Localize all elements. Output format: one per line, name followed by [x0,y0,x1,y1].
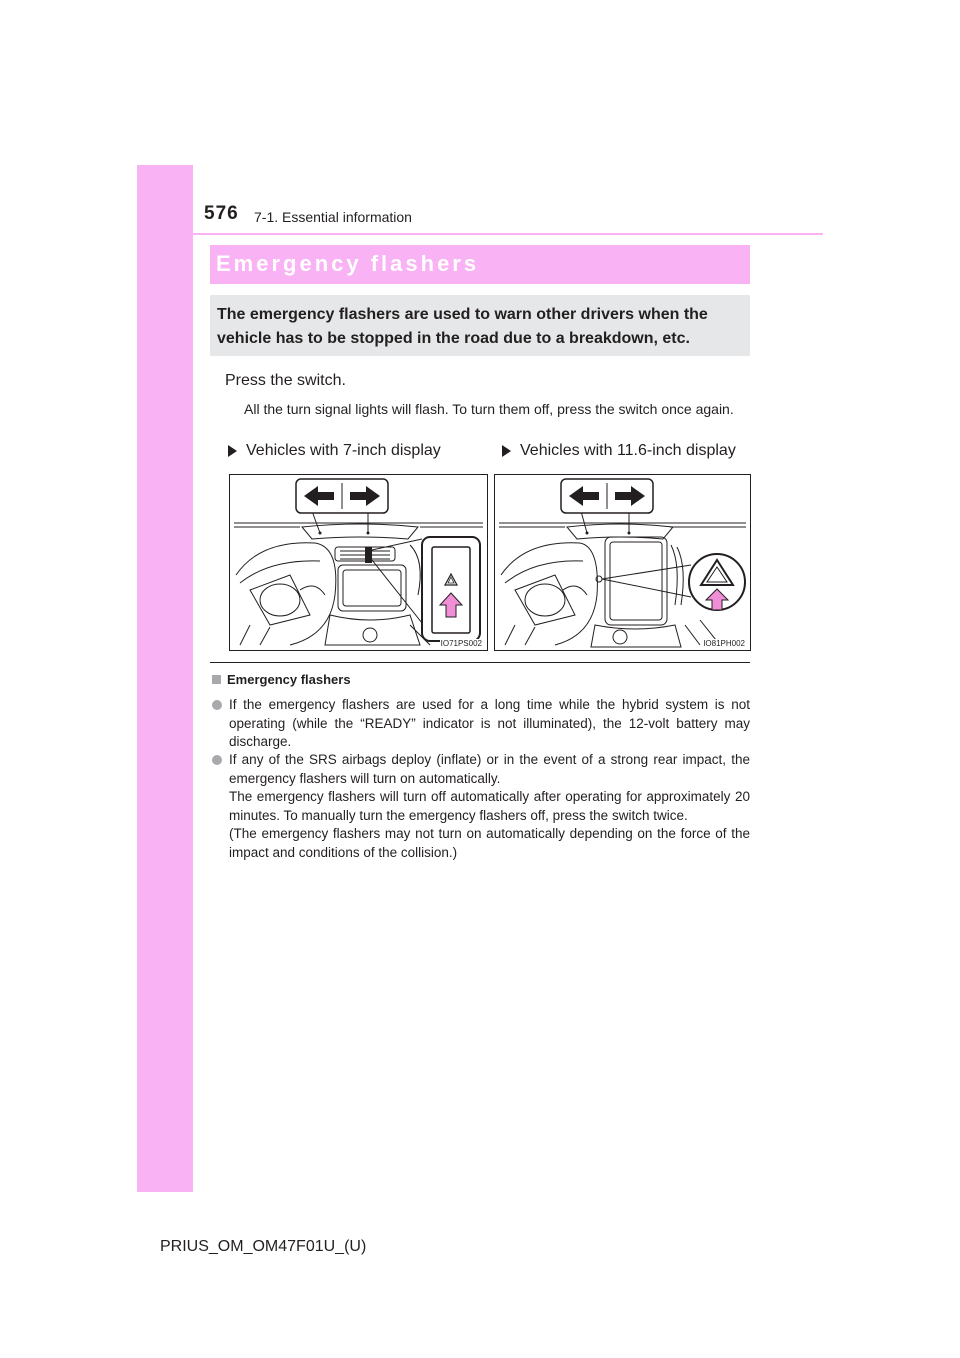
figure-caption-11inch [502,442,736,460]
circle-bullet-icon [212,755,222,765]
figure-code: IO81PH002 [703,639,745,648]
title-bar [210,245,750,284]
square-bullet-icon [212,675,221,684]
illustration-11inch-dashboard [494,474,751,651]
summary-text: The emergency flashers are used to warn other drivers when the vehicle has to be stopped in the road due to a breakdown, etc. [217,306,708,347]
page-number: 576 [204,203,239,224]
dashboard-7inch-svg [230,475,487,650]
illustration-7inch-dashboard [229,474,488,651]
notes-heading-text: Emergency flashers [227,672,351,687]
note-text: The emergency flashers will turn off automatically after operating for approximately 20 minutes. To manually turn the emergency flashers off, press the switch twice. [229,789,750,823]
hazard-switch-location [365,547,372,563]
caption-text: Vehicles with 7-inch display [246,442,441,459]
note-item [212,696,750,752]
instruction-detail: All the turn signal lights will flash. To turn them off, press the switch once again. [244,401,734,417]
document-footer-code: PRIUS_OM_OM47F01U_(U) [160,1238,367,1255]
triangle-bullet-icon [228,445,237,457]
figure-code: IO71PS002 [440,639,482,648]
note-text: If any of the SRS airbags deploy (inflate) or in the event of a strong rear impact, the emergency flashers will turn on automatically. [229,752,750,786]
triangle-bullet-icon [502,445,511,457]
instruction-main: Press the switch. [225,372,346,389]
note-item [212,751,750,862]
summary-box [210,295,750,356]
note-text: (The emergency flashers may not turn on automatically depending on the force of the impact and conditions of the collision.) [229,826,750,860]
section-label: 7-1. Essential information [254,209,412,225]
note-text: If the emergency flashers are used for a long time while the hybrid system is not operating (while the “READY” indicator is not illuminated), the 12-volt battery may discharge. [229,697,750,749]
figure-caption-7inch [228,442,441,460]
page-title: Emergency flashers [216,251,480,276]
header-rule [193,233,823,235]
circle-bullet-icon [212,700,222,710]
dashboard-11inch-svg [495,475,750,650]
divider [210,662,750,663]
side-tab [137,165,193,1192]
notes-heading [212,672,351,687]
caption-text: Vehicles with 11.6-inch display [520,442,736,459]
